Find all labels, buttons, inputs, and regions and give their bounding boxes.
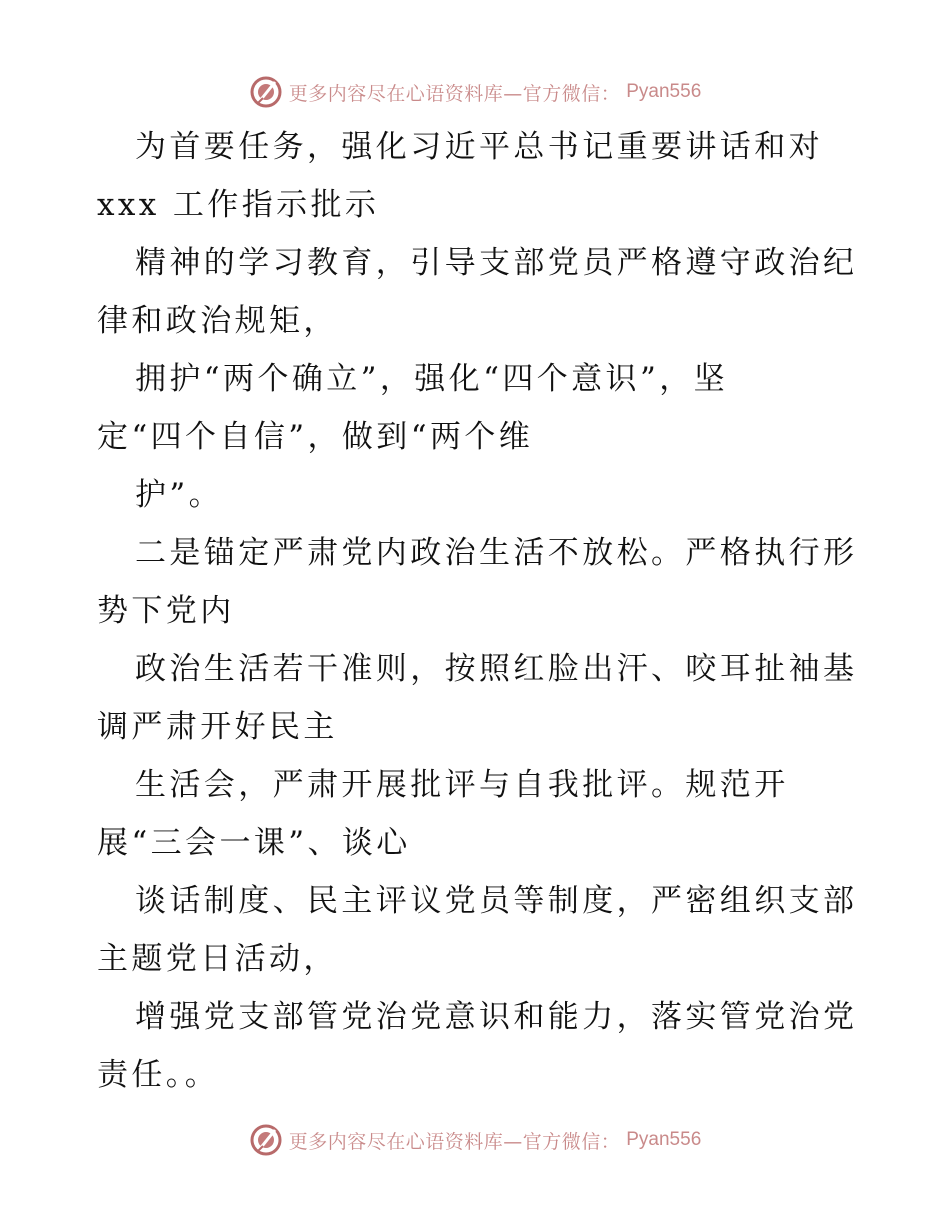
header-banner-text: 更多内容尽在心语资料库—官方微信：: [288, 82, 621, 105]
header-banner-wechat-id: Pyan556: [626, 81, 702, 102]
pen-seal-icon: [249, 1123, 283, 1157]
body-line: 展“三会一课”、谈心: [97, 825, 411, 861]
footer-banner-text: 更多内容尽在心语资料库—官方微信：: [288, 1130, 621, 1153]
body-line: 责任。。: [97, 1057, 220, 1093]
body-line: 生活会，严肃开展批评与自我批评。规范开: [135, 767, 789, 803]
body-line: xxx 工作指示批示: [97, 187, 380, 223]
body-line: 定“四个自信”，做到“两个维: [97, 419, 534, 455]
body-line: 增强党支部管党治党意识和能力，落实管党治党: [135, 999, 858, 1035]
body-line: 主题党日活动，: [97, 941, 338, 977]
document-body: [97, 118, 857, 1104]
body-line: 调严肃开好民主: [97, 709, 338, 745]
footer-banner: [0, 1120, 950, 1160]
body-line: 政治生活若干准则，按照红脸出汗、咬耳扯袖基: [135, 651, 858, 687]
pen-seal-icon: [249, 75, 283, 109]
footer-banner-wechat-id: Pyan556: [626, 1129, 702, 1150]
body-line: 律和政治规矩，: [97, 303, 338, 339]
body-line: 拥护“两个确立”，强化“四个意识”，坚: [135, 361, 728, 397]
body-line: 护”。: [135, 477, 224, 513]
body-line: 谈话制度、民主评议党员等制度，严密组织支部: [135, 883, 858, 919]
body-line: 二是锚定严肃党内政治生活不放松。严格执行形: [135, 535, 858, 571]
header-banner: [0, 72, 950, 112]
body-line: 为首要任务，强化习近平总书记重要讲话和对: [135, 129, 823, 165]
body-line: 精神的学习教育，引导支部党员严格遵守政治纪: [135, 245, 858, 281]
body-line: 势下党内: [97, 593, 235, 629]
